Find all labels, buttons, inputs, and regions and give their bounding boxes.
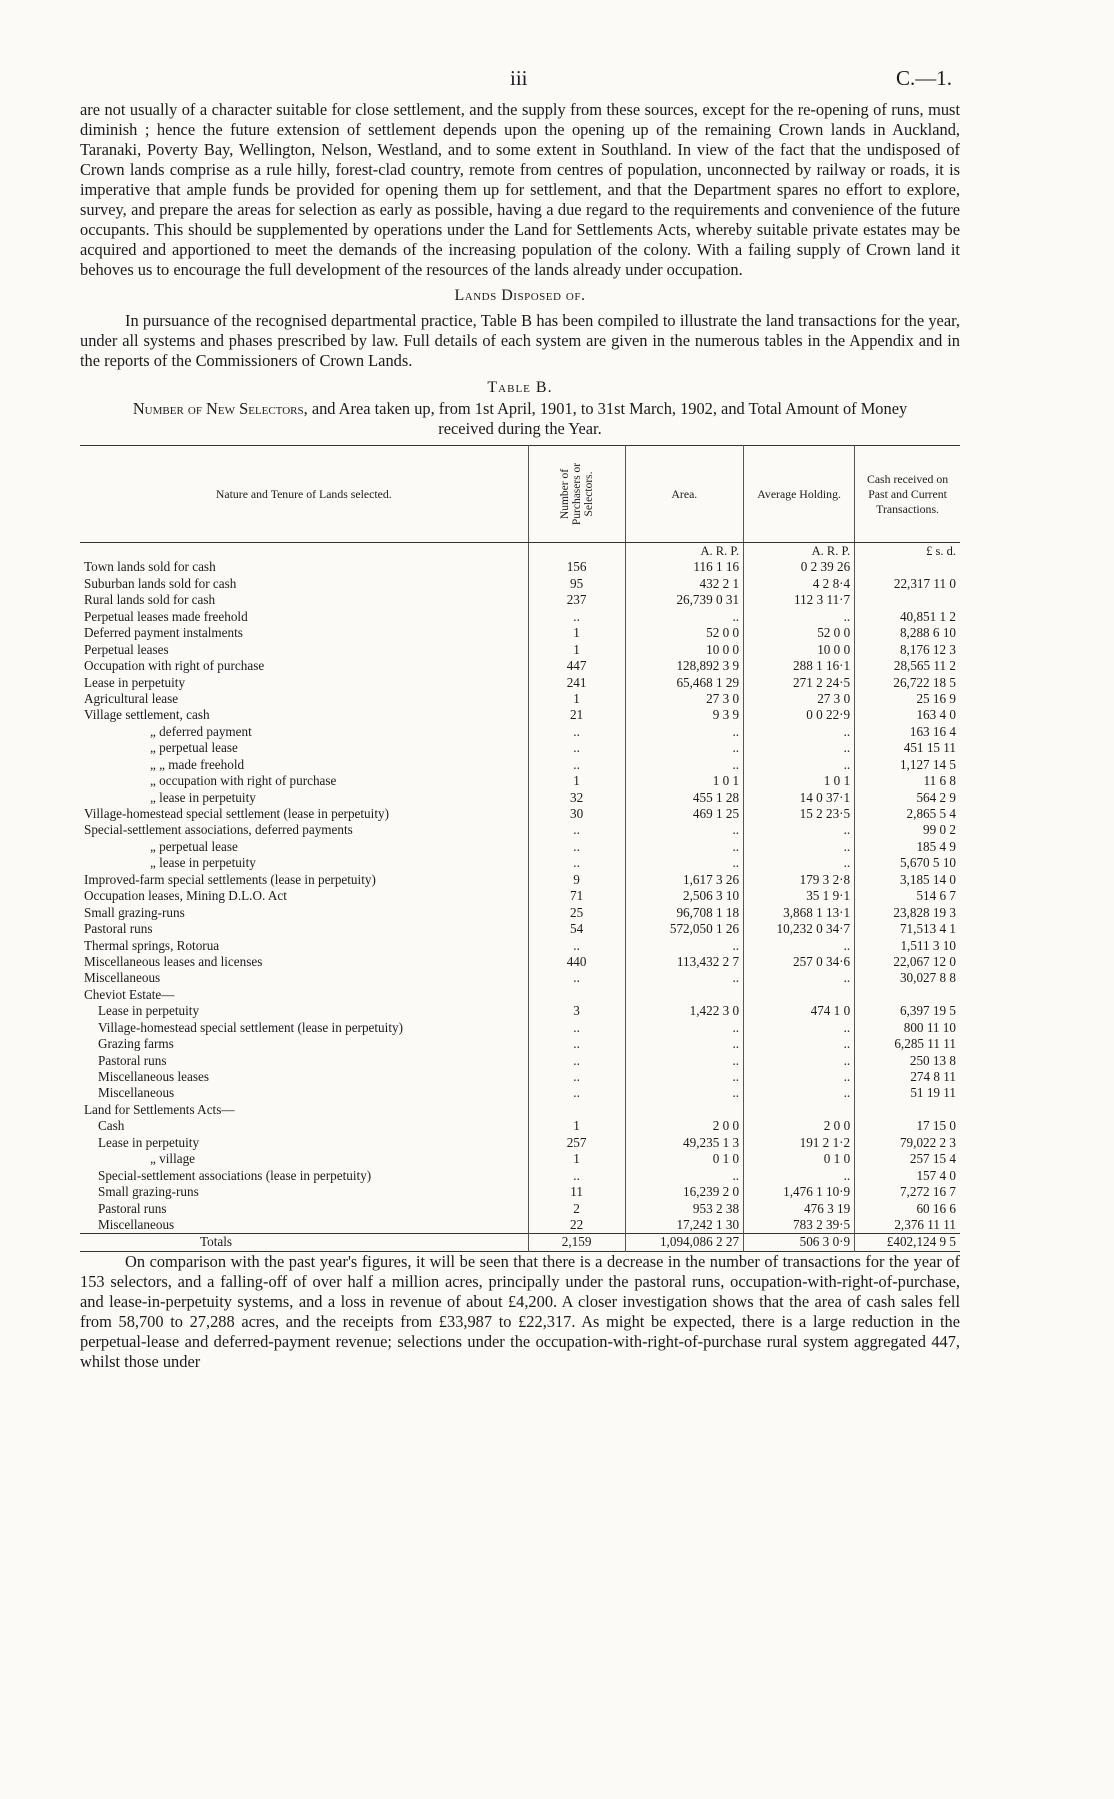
row-average: .. — [744, 609, 855, 625]
row-average: 27 3 0 — [744, 691, 855, 707]
document-page — [80, 60, 960, 1372]
table-row — [80, 987, 960, 1003]
row-cash: 157 4 0 — [855, 1168, 960, 1184]
row-number: 1 — [528, 642, 625, 658]
row-number: 30 — [528, 806, 625, 822]
table-row — [80, 1151, 960, 1167]
row-average: 1,476 1 10·9 — [744, 1184, 855, 1200]
row-cash: 79,022 2 3 — [855, 1135, 960, 1151]
row-cash: 800 11 10 — [855, 1020, 960, 1036]
row-label: Village settlement, cash — [84, 707, 210, 723]
row-number: .. — [528, 822, 625, 838]
row-label: Miscellaneous — [84, 970, 161, 986]
table-row — [80, 1102, 960, 1118]
row-cash: 11 6 8 — [855, 773, 960, 789]
row-cash — [855, 592, 960, 608]
row-label: „ lease in perpetuity — [150, 789, 256, 805]
section-paragraph: In pursuance of the recognised departmental practice, Table B has been compiled to illustrate the land transactions for the year, under all systems and phases prescribed by law. Full details of each system are given in the numerous tables in the Appendix and in the reports of the Commissioners of Crown Lands. — [80, 311, 960, 370]
row-label: Small grazing-runs — [84, 904, 185, 920]
row-area: 26,739 0 31 — [625, 592, 743, 608]
row-cash: 71,513 4 1 — [855, 921, 960, 937]
row-cash: 8,288 6 10 — [855, 625, 960, 641]
row-average: 0 0 22·9 — [744, 707, 855, 723]
row-area: 128,892 3 9 — [625, 658, 743, 674]
row-cash: 3,185 14 0 — [855, 872, 960, 888]
table-row — [80, 576, 960, 592]
row-label: „ perpetual lease — [150, 740, 238, 756]
row-cash: 2,376 11 11 — [855, 1217, 960, 1234]
row-cash: 564 2 9 — [855, 790, 960, 806]
row-average: 476 3 19 — [744, 1201, 855, 1217]
table-subtitle-rest: and Area taken up, from 1st April, 1901, to 31st March, 1902, and Total Amount of Money received during the Year. — [311, 399, 908, 438]
row-cash: 250 13 8 — [855, 1053, 960, 1069]
row-average: 179 3 2·8 — [744, 872, 855, 888]
row-cash: 28,565 11 2 — [855, 658, 960, 674]
table-row — [80, 609, 960, 625]
row-area: 2 0 0 — [625, 1118, 743, 1134]
row-cash: 8,176 12 3 — [855, 642, 960, 658]
row-cash: 22,067 12 0 — [855, 954, 960, 970]
row-number: .. — [528, 1168, 625, 1184]
row-area: 572,050 1 26 — [625, 921, 743, 937]
table-row — [80, 740, 960, 756]
row-average: .. — [744, 757, 855, 773]
table-row — [80, 888, 960, 904]
table-row — [80, 839, 960, 855]
row-number: .. — [528, 1085, 625, 1101]
row-cash: 30,027 8 8 — [855, 970, 960, 986]
row-number — [528, 1102, 625, 1118]
table-row — [80, 1036, 960, 1052]
document-reference: C.—1. — [895, 66, 952, 90]
row-cash: 23,828 19 3 — [855, 905, 960, 921]
row-number: 237 — [528, 592, 625, 608]
row-label: Occupation with right of purchase — [84, 658, 265, 674]
row-area: .. — [625, 822, 743, 838]
row-area: .. — [625, 1085, 743, 1101]
row-number: 440 — [528, 954, 625, 970]
row-cash: 185 4 9 — [855, 839, 960, 855]
table-row — [80, 625, 960, 641]
row-label: Pastoral runs — [98, 1052, 167, 1068]
row-average: 15 2 23·5 — [744, 806, 855, 822]
row-average: 35 1 9·1 — [744, 888, 855, 904]
row-average: .. — [744, 1036, 855, 1052]
row-area: 469 1 25 — [625, 806, 743, 822]
table-row — [80, 855, 960, 871]
row-number: .. — [528, 757, 625, 773]
row-cash: 6,285 11 11 — [855, 1036, 960, 1052]
row-number: .. — [528, 855, 625, 871]
table-row — [80, 921, 960, 937]
table-header-row — [80, 446, 960, 543]
table-row — [80, 1053, 960, 1069]
row-area: .. — [625, 970, 743, 986]
row-average: 257 0 34·6 — [744, 954, 855, 970]
row-area — [625, 987, 743, 1003]
totals-number: 2,159 — [528, 1234, 625, 1251]
header-average: Average Holding. — [744, 446, 855, 543]
table-caption: Table B. — [487, 379, 553, 396]
row-average: 4 2 8·4 — [744, 576, 855, 592]
table-row — [80, 970, 960, 986]
totals-row — [80, 1234, 960, 1251]
row-label: Perpetual leases — [84, 641, 169, 657]
row-label: Grazing farms — [98, 1036, 174, 1052]
row-label: Pastoral runs — [98, 1200, 167, 1216]
row-label: „ deferred payment — [150, 723, 252, 739]
row-average: .. — [744, 724, 855, 740]
row-area: 65,468 1 29 — [625, 675, 743, 691]
row-average: 10,232 0 34·7 — [744, 921, 855, 937]
row-area: 1,617 3 26 — [625, 872, 743, 888]
row-number: 1 — [528, 773, 625, 789]
section-heading: Lands Disposed of. — [454, 287, 586, 304]
row-cash: 451 15 11 — [855, 740, 960, 756]
table-row — [80, 806, 960, 822]
row-area: 2,506 3 10 — [625, 888, 743, 904]
table-row — [80, 707, 960, 723]
units-row — [80, 543, 960, 560]
row-label: Miscellaneous leases — [98, 1069, 209, 1084]
row-number: 95 — [528, 576, 625, 592]
row-area: 10 0 0 — [625, 642, 743, 658]
row-average: .. — [744, 1085, 855, 1101]
table-row — [80, 872, 960, 888]
units-cash: £ s. d. — [855, 543, 960, 560]
row-area: .. — [625, 1168, 743, 1184]
row-label: Cheviot Estate— — [84, 986, 175, 1002]
row-label: Special-settlement associations (lease in perpetuity) — [98, 1167, 372, 1183]
row-label: Lease in perpetuity — [98, 1134, 200, 1150]
table-row — [80, 592, 960, 608]
row-label: Village-homestead special settlement (lease in perpetuity) — [84, 806, 389, 821]
row-number: 1 — [528, 1151, 625, 1167]
row-average: 288 1 16·1 — [744, 658, 855, 674]
row-area: 455 1 28 — [625, 790, 743, 806]
row-label: Miscellaneous — [98, 1085, 175, 1101]
table-row — [80, 822, 960, 838]
row-label: Small grazing-runs — [98, 1184, 199, 1200]
row-label: „ „ made freehold — [150, 756, 245, 772]
row-label: Occupation leases, Mining D.L.O. Act — [84, 888, 287, 904]
row-average: 271 2 24·5 — [744, 675, 855, 691]
units-blank — [80, 543, 528, 560]
row-label: Suburban lands sold for cash — [84, 575, 237, 591]
row-cash: 1,511 3 10 — [855, 938, 960, 954]
table-row — [80, 559, 960, 575]
closing-paragraph: On comparison with the past year's figures, it will be seen that there is a decrease in the number of transactions for the year of 153 selectors, and a falling-off of over half a million acres, principally under the pastoral runs, occupation-with-right-of-purchase, and lease-in-perpetuity systems, and a loss in revenue of about £4,200. A closer investigation shows that the area of cash sales fell from 58,700 to 27,288 acres, and the receipts from £33,987 to £22,317. As might be expected, there is a large reduction in the perpetual-lease and deferred-payment revenue; selections under the occupation-with-right-of-purchase rural system aggregated 447, whilst those under — [80, 1251, 960, 1371]
row-label: Pastoral runs — [84, 921, 153, 937]
row-area: 116 1 16 — [625, 559, 743, 575]
page-header — [80, 60, 960, 100]
table-row — [80, 954, 960, 970]
row-number: 22 — [528, 1217, 625, 1234]
row-cash: 7,272 16 7 — [855, 1184, 960, 1200]
row-area: .. — [625, 1036, 743, 1052]
table-row — [80, 1217, 960, 1234]
row-number — [528, 987, 625, 1003]
row-number: 2 — [528, 1201, 625, 1217]
row-cash: 22,317 11 0 — [855, 576, 960, 592]
row-average: .. — [744, 740, 855, 756]
row-area: .. — [625, 1020, 743, 1036]
header-number — [528, 446, 625, 543]
table-subtitle-smallcaps: Number of New Selectors, — [132, 399, 308, 418]
header-area: Area. — [625, 446, 743, 543]
row-area: 0 1 0 — [625, 1151, 743, 1167]
row-number: 21 — [528, 707, 625, 723]
row-area: .. — [625, 740, 743, 756]
page-number: iii — [510, 66, 528, 90]
row-label: „ occupation with right of purchase — [150, 773, 337, 789]
row-average: .. — [744, 855, 855, 871]
row-area: 27 3 0 — [625, 691, 743, 707]
row-cash: 274 8 11 — [855, 1069, 960, 1085]
row-area: 16,239 2 0 — [625, 1184, 743, 1200]
header-nature: Nature and Tenure of Lands selected. — [80, 446, 528, 543]
table-row — [80, 905, 960, 921]
row-area: .. — [625, 757, 743, 773]
totals-area: 1,094,086 2 27 — [625, 1234, 743, 1251]
row-area: 1 0 1 — [625, 773, 743, 789]
row-cash: 99 0 2 — [855, 822, 960, 838]
row-average: .. — [744, 1168, 855, 1184]
row-area: 49,235 1 3 — [625, 1135, 743, 1151]
table-body — [80, 543, 960, 1234]
row-area: .. — [625, 609, 743, 625]
row-number: 156 — [528, 559, 625, 575]
table-row — [80, 691, 960, 707]
row-cash: 1,127 14 5 — [855, 757, 960, 773]
row-number: 3 — [528, 1003, 625, 1019]
row-average: .. — [744, 970, 855, 986]
row-label: Town lands sold for cash — [84, 559, 216, 575]
row-number: 25 — [528, 905, 625, 921]
row-average: 3,868 1 13·1 — [744, 905, 855, 921]
row-average: 1 0 1 — [744, 773, 855, 789]
table-b — [80, 445, 960, 1252]
row-cash: 25 16 9 — [855, 691, 960, 707]
row-area: 9 3 9 — [625, 707, 743, 723]
row-label: Miscellaneous leases and licenses — [84, 953, 263, 969]
row-label: „ village — [150, 1151, 196, 1167]
row-cash: 257 15 4 — [855, 1151, 960, 1167]
table-row — [80, 1069, 960, 1085]
totals-label: Totals — [80, 1234, 528, 1251]
row-area: 52 0 0 — [625, 625, 743, 641]
row-area: .. — [625, 839, 743, 855]
row-label: Thermal springs, Rotorua — [84, 937, 220, 953]
row-label: Perpetual leases made freehold — [84, 608, 248, 624]
row-average: 474 1 0 — [744, 1003, 855, 1019]
row-average: 191 2 1·2 — [744, 1135, 855, 1151]
row-label: „ lease in perpetuity — [150, 855, 256, 871]
table-row — [80, 724, 960, 740]
row-area: .. — [625, 855, 743, 871]
row-cash: 163 16 4 — [855, 724, 960, 740]
row-average: .. — [744, 822, 855, 838]
row-average: .. — [744, 1069, 855, 1085]
table-row — [80, 658, 960, 674]
row-number: .. — [528, 1053, 625, 1069]
row-average: 52 0 0 — [744, 625, 855, 641]
table-row — [80, 1085, 960, 1101]
row-area: 432 2 1 — [625, 576, 743, 592]
intro-paragraph: are not usually of a character suitable for close settlement, and the supply from these sources, except for the re-opening of runs, must diminish ; hence the future extension of settlement depends upon the opening up of the remaining Crown lands in Auckland, Taranaki, Poverty Bay, Wellington, Nelson, Westland, and to some extent in Southland. In view of the fact that the undisposed of Crown lands comprise as a rule hilly, forest-clad country, remote from centres of population, unconnected by railway or roads, it is imperative that ample funds be provided for opening them up for settlement, and that the Department spares no effort to explore, survey, and prepare the areas for selection as early as possible, having a due regard to the requirements and convenience of the future occupants. This should be supplemented by operations under the Land for Settlements Acts, whereby suitable private estates may be acquired and apportioned to meet the demands of the increasing population of the colony. With a failing supply of Crown land it behoves us to encourage the full development of the resources of the lands already under occupation. — [80, 100, 960, 279]
row-number: .. — [528, 609, 625, 625]
row-number: 447 — [528, 658, 625, 674]
units-area: A. R. P. — [625, 543, 743, 560]
table-row — [80, 1135, 960, 1151]
row-number: .. — [528, 740, 625, 756]
row-label: Agricultural lease — [84, 690, 179, 706]
row-average: 14 0 37·1 — [744, 790, 855, 806]
row-label: Miscellaneous — [98, 1216, 175, 1232]
row-area: 953 2 38 — [625, 1201, 743, 1217]
row-number: 1 — [528, 691, 625, 707]
row-cash — [855, 987, 960, 1003]
row-average: .. — [744, 839, 855, 855]
row-label: Deferred payment instalments — [84, 625, 243, 641]
row-cash — [855, 559, 960, 575]
row-label: Lease in perpetuity — [84, 674, 186, 690]
row-label: Lease in perpetuity — [98, 1003, 200, 1019]
row-average — [744, 1102, 855, 1118]
row-number: .. — [528, 1036, 625, 1052]
row-area: 1,422 3 0 — [625, 1003, 743, 1019]
row-number: 241 — [528, 675, 625, 691]
row-number: 257 — [528, 1135, 625, 1151]
table-row — [80, 1168, 960, 1184]
row-average: 112 3 11·7 — [744, 592, 855, 608]
table-row — [80, 1118, 960, 1134]
row-cash: 17 15 0 — [855, 1118, 960, 1134]
row-number: 1 — [528, 1118, 625, 1134]
row-area — [625, 1102, 743, 1118]
row-area: .. — [625, 938, 743, 954]
header-cash: Cash received on Past and Current Transactions. — [855, 446, 960, 543]
row-number: 54 — [528, 921, 625, 937]
table-subtitle — [120, 399, 920, 439]
table-row — [80, 675, 960, 691]
row-cash: 163 4 0 — [855, 707, 960, 723]
row-number: 9 — [528, 872, 625, 888]
row-label: Special-settlement associations, deferred payments — [84, 822, 353, 838]
row-cash — [855, 1102, 960, 1118]
row-number: .. — [528, 970, 625, 986]
row-average: 0 1 0 — [744, 1151, 855, 1167]
row-label: Improved-farm special settlements (lease in perpetuity) — [84, 871, 376, 887]
row-number: .. — [528, 1020, 625, 1036]
row-label: „ perpetual lease — [150, 838, 238, 854]
row-average — [744, 987, 855, 1003]
row-cash: 2,865 5 4 — [855, 806, 960, 822]
row-area: 113,432 2 7 — [625, 954, 743, 970]
table-row — [80, 1201, 960, 1217]
row-cash: 26,722 18 5 — [855, 675, 960, 691]
table-row — [80, 773, 960, 789]
table-row — [80, 642, 960, 658]
units-average: A. R. P. — [744, 543, 855, 560]
row-number: 71 — [528, 888, 625, 904]
row-label: Cash — [98, 1118, 125, 1134]
totals-cash: £402,124 9 5 — [855, 1234, 960, 1251]
row-area: .. — [625, 724, 743, 740]
row-area: 96,708 1 18 — [625, 905, 743, 921]
table-row — [80, 1003, 960, 1019]
row-cash: 5,670 5 10 — [855, 855, 960, 871]
row-number: .. — [528, 1069, 625, 1085]
row-average: 783 2 39·5 — [744, 1217, 855, 1234]
row-label: Land for Settlements Acts— — [84, 1101, 235, 1117]
row-average: 10 0 0 — [744, 642, 855, 658]
row-label: Rural lands sold for cash — [84, 592, 216, 608]
totals-average: 506 3 0·9 — [744, 1234, 855, 1251]
row-average: .. — [744, 1053, 855, 1069]
row-cash: 514 6 7 — [855, 888, 960, 904]
row-number: 32 — [528, 790, 625, 806]
table-row — [80, 1020, 960, 1036]
row-cash: 60 16 6 — [855, 1201, 960, 1217]
row-area: 17,242 1 30 — [625, 1217, 743, 1234]
row-number: 1 — [528, 625, 625, 641]
row-area: .. — [625, 1069, 743, 1085]
row-average: 2 0 0 — [744, 1118, 855, 1134]
row-cash: 40,851 1 2 — [855, 609, 960, 625]
row-number: .. — [528, 839, 625, 855]
table-row — [80, 938, 960, 954]
units-number-blank — [528, 543, 625, 560]
row-area: .. — [625, 1053, 743, 1069]
row-label: Village-homestead special settlement (lease in perpetuity) — [98, 1019, 403, 1035]
row-average: .. — [744, 938, 855, 954]
table-row — [80, 1184, 960, 1200]
table-row — [80, 790, 960, 806]
header-number-text: Number of Purchasers or Selectors. — [558, 462, 595, 525]
row-cash: 51 19 11 — [855, 1085, 960, 1101]
row-number: 11 — [528, 1184, 625, 1200]
row-average: 0 2 39 26 — [744, 559, 855, 575]
table-row — [80, 757, 960, 773]
row-cash: 6,397 19 5 — [855, 1003, 960, 1019]
row-average: .. — [744, 1020, 855, 1036]
row-number: .. — [528, 724, 625, 740]
row-number: .. — [528, 938, 625, 954]
